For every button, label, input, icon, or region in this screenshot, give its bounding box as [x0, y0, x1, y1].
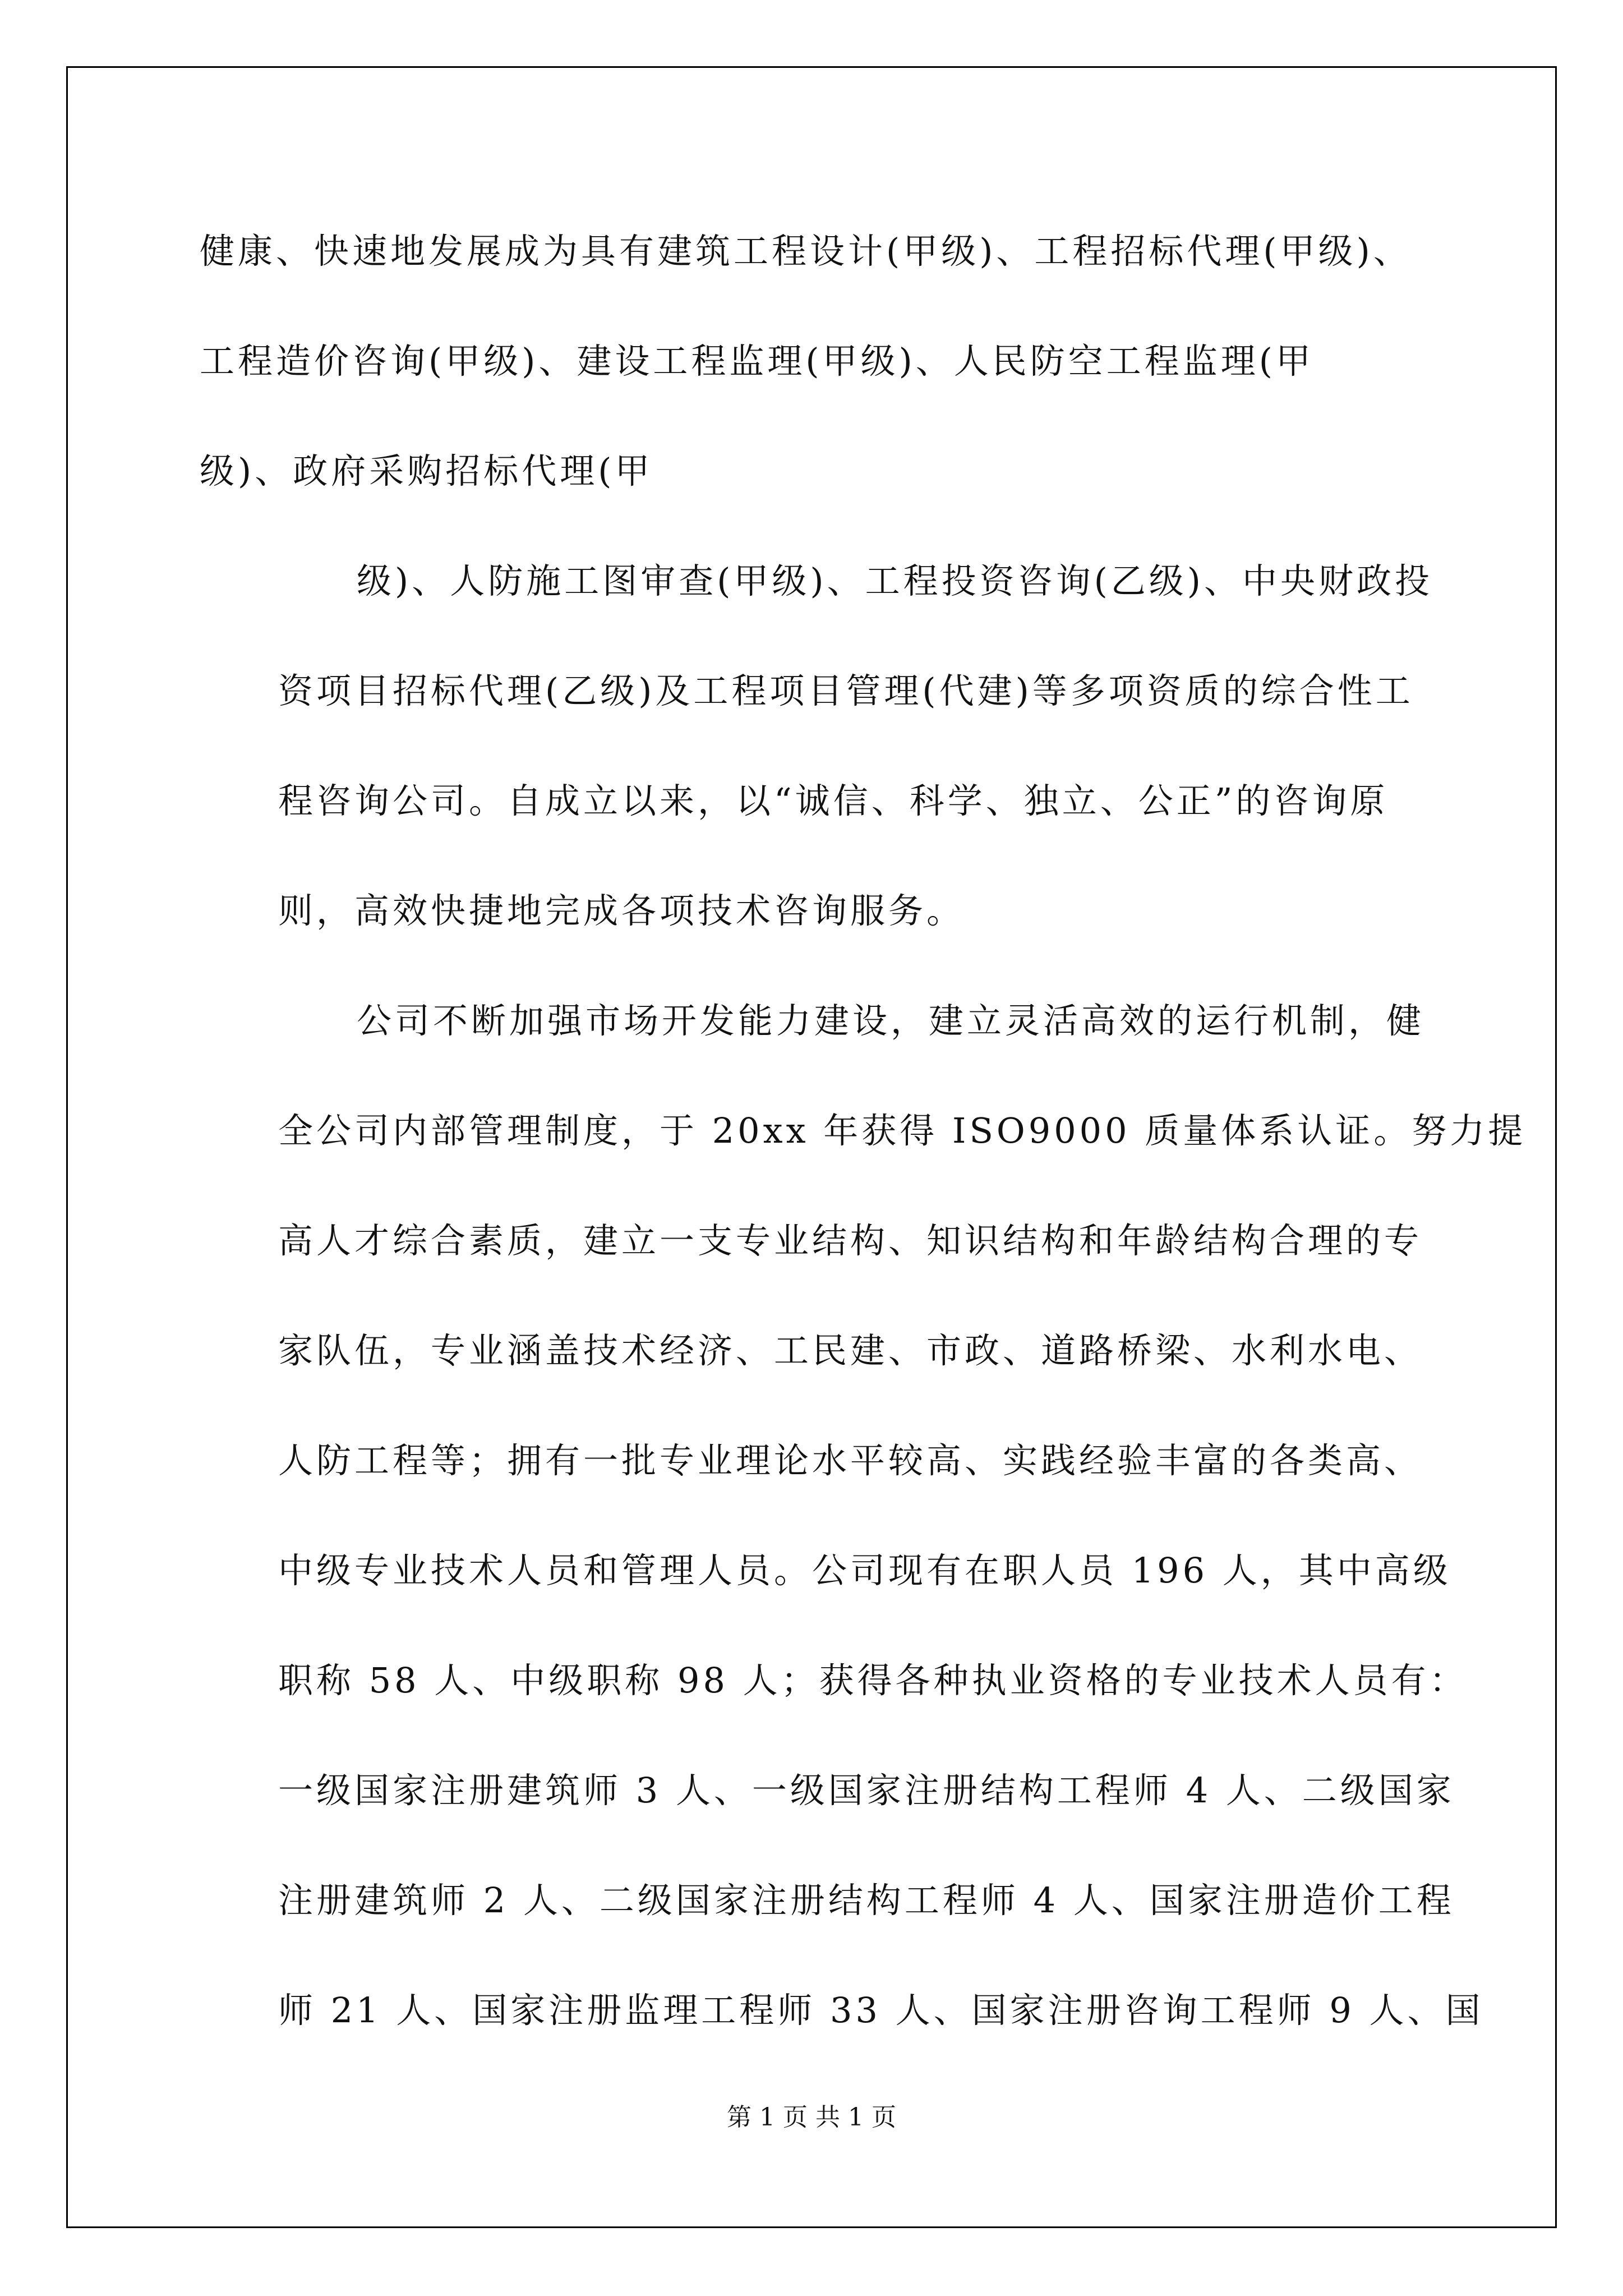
paragraph-line: 师 21 人、国家注册监理工程师 33 人、国家注册咨询工程师 9 人、国 — [278, 1990, 1484, 2031]
paragraph-line: 级)、政府采购招标代理(甲 — [200, 450, 653, 491]
paragraph-line: 级)、人防施工图审查(甲级)、工程投资咨询(乙级)、中央财政投 — [357, 560, 1433, 601]
paragraph-line: 职称 58 人、中级职称 98 人；获得各种执业资格的专业技术人员有： — [278, 1660, 1468, 1701]
paragraph-line: 则，高效快捷地完成各项技术咨询服务。 — [278, 890, 965, 931]
paragraph-line: 家队伍，专业涵盖技术经济、工民建、市政、道路桥梁、水利水电、 — [278, 1330, 1423, 1371]
page-number-label: 第 1 页 共 1 页 — [727, 2103, 896, 2132]
paragraph-3 — [200, 966, 1527, 2065]
paragraph-line: 程咨询公司。自成立以来，以“诚信、科学、独立、公正”的咨询原 — [278, 780, 1389, 821]
paragraph-line: 健康、快速地发展成为具有建筑工程设计(甲级)、工程招标代理(甲级)、 — [200, 231, 1412, 272]
paragraph-line: 人防工程等；拥有一批专业理论水平较高、实践经验丰富的各类高、 — [278, 1440, 1423, 1481]
paragraph-2 — [200, 526, 1450, 966]
page-footer — [0, 2097, 1623, 2133]
paragraph-line: 中级专业技术人员和管理人员。公司现有在职人员 196 人，其中高级 — [278, 1550, 1451, 1591]
paragraph-line: 一级国家注册建筑师 3 人、一级国家注册结构工程师 4 人、二级国家 — [278, 1770, 1455, 1811]
paragraph-line: 工程造价咨询(甲级)、建设工程监理(甲级)、人民防空工程监理(甲 — [200, 341, 1314, 381]
paragraph-line: 公司不断加强市场开发能力建设，建立灵活高效的运行机制，健 — [357, 1000, 1425, 1041]
paragraph-line: 资项目招标代理(乙级)及工程项目管理(代建)等多项资质的综合性工 — [278, 670, 1414, 711]
paragraph-line: 全公司内部管理制度，于 20xx 年获得 ISO9000 质量体系认证。努力提 — [278, 1110, 1527, 1151]
paragraph-line: 高人才综合素质，建立一支专业结构、知识结构和年龄结构合理的专 — [278, 1220, 1423, 1261]
document-body — [200, 196, 1527, 2065]
paragraph-line: 注册建筑师 2 人、二级国家注册结构工程师 4 人、国家注册造价工程 — [278, 1880, 1455, 1921]
paragraph-1 — [200, 196, 1450, 526]
